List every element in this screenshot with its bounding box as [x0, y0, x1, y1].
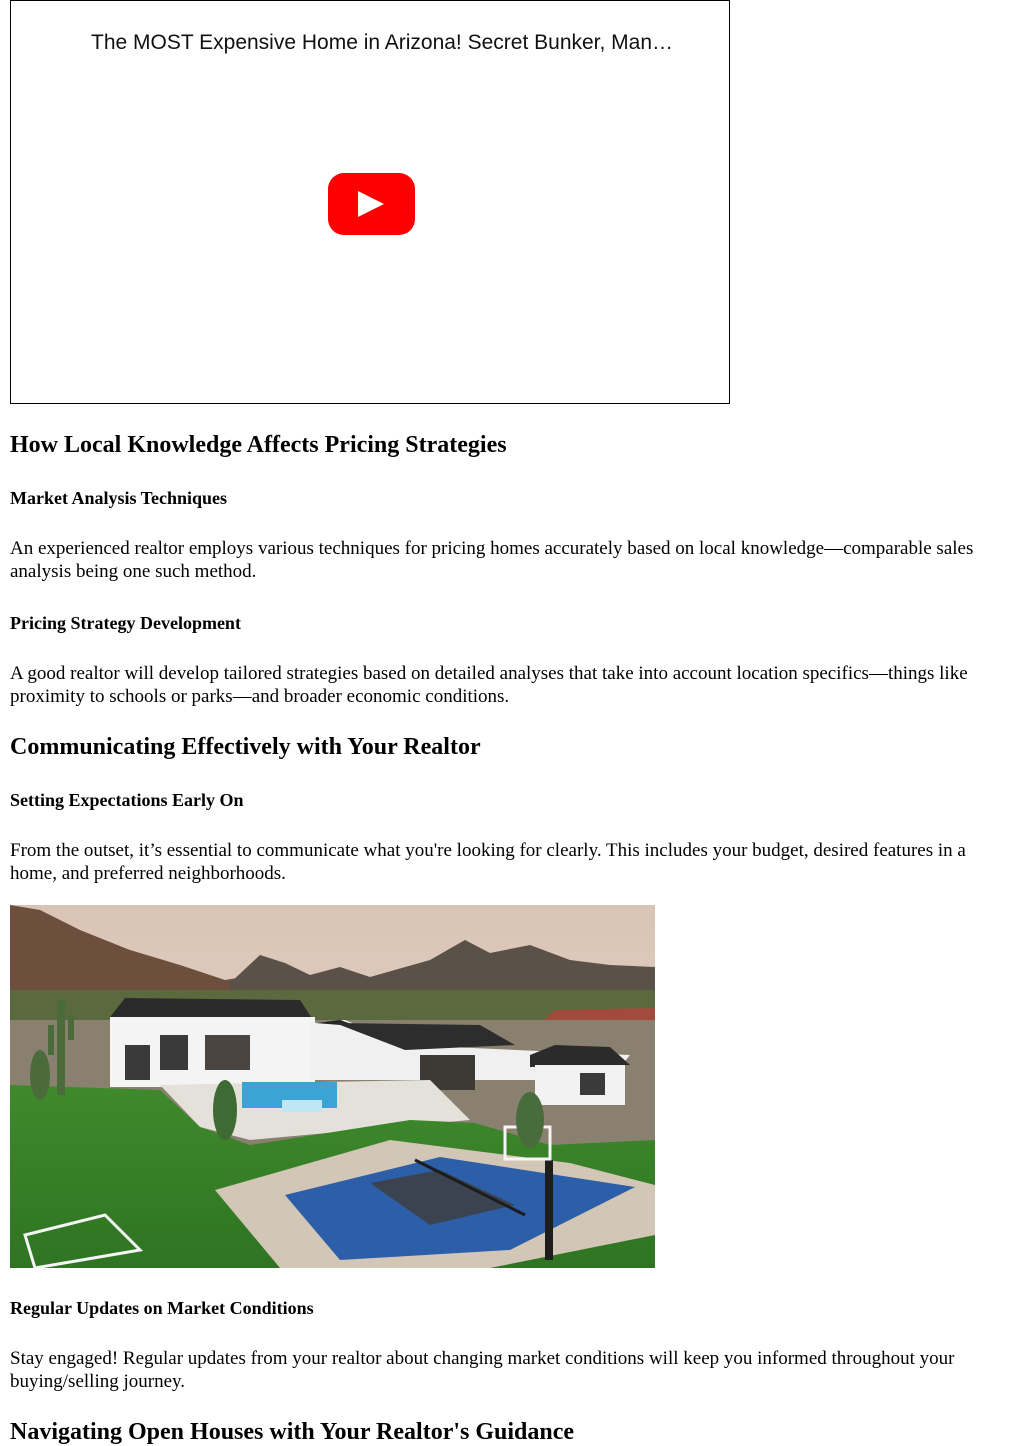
open-houses-heading: Navigating Open Houses with Your Realtor's Guidance — [10, 1419, 575, 1445]
updates-text: Stay engaged! Regular updates from your realtor about changing market conditions will keep you informed throughout your buying/selling journey. — [10, 1348, 955, 1392]
market-analysis-heading: Market Analysis Techniques — [10, 488, 228, 508]
communicating-heading: Communicating Effectively with Your Realtor — [10, 734, 481, 760]
house-photo — [10, 905, 655, 1268]
expectations-heading: Setting Expectations Early On — [10, 790, 244, 810]
expectations-text: From the outset, it’s essential to communicate what you're looking for clearly. This includes your budget, desired features in a home, and preferred neighborhoods. — [10, 840, 966, 884]
market-analysis-text: An experienced realtor employs various techniques for pricing homes accurately based on local knowledge—comparable sales analysis being one such method. — [10, 538, 974, 582]
updates-heading: Regular Updates on Market Conditions — [10, 1298, 314, 1318]
pricing-heading: How Local Knowledge Affects Pricing Strategies — [10, 432, 507, 458]
youtube-play-icon — [358, 191, 386, 217]
pricing-strategy-heading: Pricing Strategy Development — [10, 613, 241, 633]
video-title[interactable]: The MOST Expensive Home in Arizona! Secret Bunker, Man… — [91, 31, 674, 54]
pricing-strategy-text: A good realtor will develop tailored strategies based on detailed analyses that take into account location specifics—things like proximity to schools or parks—and broader economic conditions. — [10, 663, 968, 707]
video-embed[interactable] — [10, 0, 730, 404]
play-button[interactable] — [328, 173, 415, 235]
